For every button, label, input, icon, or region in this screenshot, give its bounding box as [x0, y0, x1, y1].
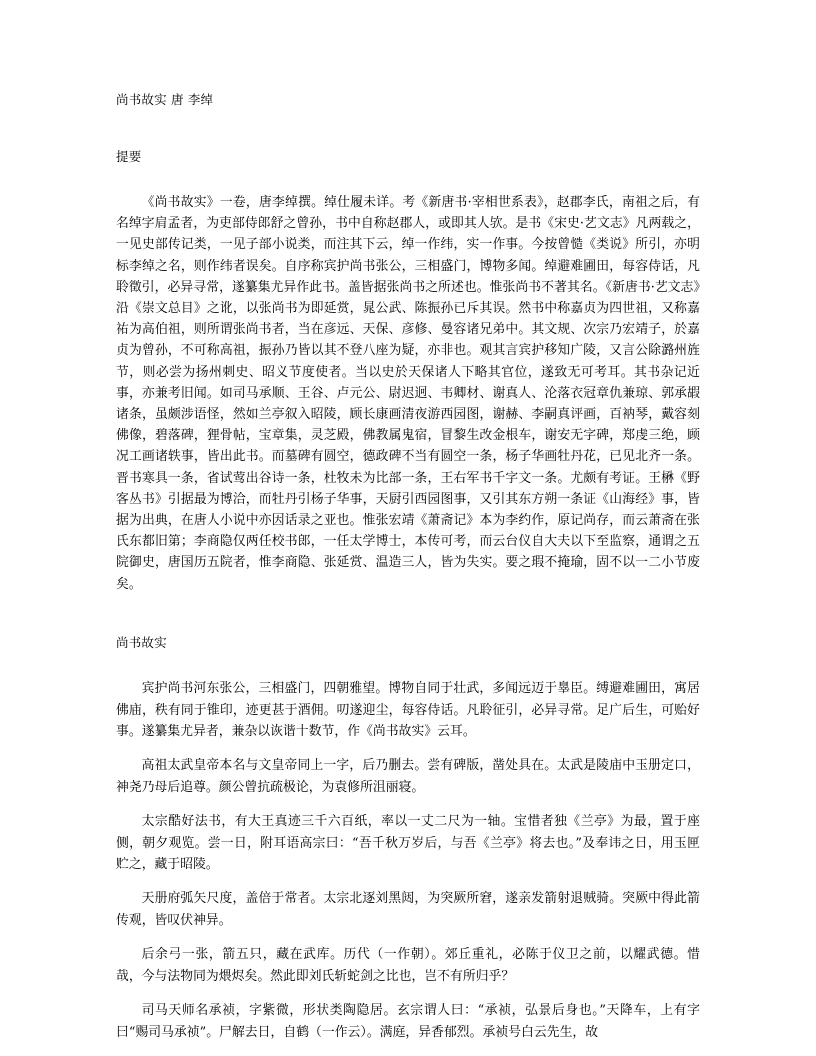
abstract-paragraph: 《尚书故实》一卷，唐李绰撰。绰仕履未详。考《新唐书·宰相世系表》，赵郡李氏，南祖之后，有名绰字肩孟者，为吏部侍郎舒之曾孙，书中自称赵郡人，或即其人欤。是书《宋史·艺文志》凡两载之，一见史部传记类，一见子部小说类，而注其下云，绰一作纬，实一作事。今按曾慥《类说》所引，亦明标李绰之名，则作纬者误矣。自序称宾护尚书张公，三相盛门，博物多闻。绰避难圃田，每容侍话，凡聆徵引，必异寻常，遂纂集尤异作此书。盖皆据张尚书之所述也。惟张尚书不著其名。《新唐书·艺文志》沿《崇文总目》之讹，以张尚书为即延赏，晁公武、陈振孙已斥其误。然书中称嘉贞为四世祖，又称嘉祐为高伯祖，则所谓张尚书者，当在彦远、天保、彦修、曼容诸兄弟中。其文规、次宗乃宏靖子，於嘉贞为曾孙，不可称高祖，振孙乃皆以其不登八座为疑，亦非也。观其言宾护移知广陵，又言公除潞州旌节，则必尝为扬州刺史、昭义节度使者。当以史於天保诸人下略其官位，遂致无可考耳。其书杂记近事，亦兼考旧闻。如司马承顺、王谷、卢元公、尉迟迥、韦卿材、谢真人、沦落衣冠章仇兼琼、郭承嘏诸条，虽颇涉语怪，然如兰亭叙入昭陵，顾长康画清夜游西园图，谢赫、李嗣真评画，百衲琴，戴容刻佛像，碧落碑，狸骨帖，宝章集，灵芝殿，佛教属鬼宿，冒黎生改金根车，谢安无字碑，郑虔三绝，顾况工画诸轶事，皆出此书。而墓碑有圆空，德政碑不当有圆空一条，杨子华画牡丹花，已见北齐一条。晋书寒具一条，省试莺出谷诗一条，杜牧未为比部一条，王右军书千字文一条。尤颇有考证。王楙《野客丛书》引据最为博洽，而牡丹引杨子华事，天厨引西园图事，又引其东方朔一条证《山海经》事，皆据为出典，在唐人小说中亦因话录之亚也。惟张宏靖《萧斋记》本为李约作，原记尚存，而云萧斋在张氏东都旧第；李商隐仅两任校书郎，一任太学博士，本传可考，而云台仪自大夫以下至监察，通谓之五院御史，唐国历五院者，惟李商隐、张延赏、温造三人，皆为失实。要之瑕不掩瑜，固不以一二小节废矣。	[116, 195, 700, 592]
main-paragraph-3: 太宗酷好法书，有大王真迹三千六百纸，率以一丈二尺为一轴。宝惜者独《兰亭》为最，置于座侧，朝夕观览。尝一日，附耳语高宗曰：“吾千秋万岁后，与吾《兰亭》将去也。”及奉讳之日，用玉匣贮之，藏于昭陵。	[116, 814, 700, 872]
section-heading-main: 尚书故实	[116, 635, 167, 651]
document-title: 尚书故实 唐 李绰	[116, 92, 214, 107]
main-paragraph-1: 宾护尚书河东张公，三相盛门，四朝雅望。博物自同于壮武，多闻远迈于辠臣。缚避难圃田，寓居佛庙，秩有同于锥印，迹更甚于酒佣。叨遂迎尘，每容侍话。凡聆征引，必异寻常。足广后生，可贻好事。遂纂集尤异者，兼杂以诙谐十数节，作《尚书故实》云耳。	[116, 681, 700, 739]
main-paragraph-2: 高祖太武皇帝本名与文皇帝同上一字，后乃删去。尝有碑版，凿处具在。太武是陵庙中玉册定口，神尧乃母后追尊。颜公曾抗疏极论，为袁修所沮丽寝。	[116, 758, 700, 795]
section-heading-abstract: 提要	[116, 149, 142, 164]
main-paragraph-4: 天册府弧矢尺度，盖倍于常者。太宗北逐刘黑闼，为突厥所窘，遂亲发箭射退贼骑。突厥中得此箭传观，皆叹伏神异。	[116, 891, 700, 928]
title-spacer	[116, 108, 700, 149]
document-content	[116, 92, 700, 1043]
abstract-heading-spacer	[116, 165, 700, 192]
main-paragraph-6: 司马天师名承祯，字紫微，形状类陶隐居。玄宗谓人曰：“承祯，弘景后身也。”天降车，上有字曰“赐司马承祯”。尸解去日，自鹤（一作云）。满庭，异香郁烈。承祯号白云先生，故	[116, 1003, 700, 1040]
main-heading-spacer	[116, 651, 700, 678]
section-spacer	[116, 608, 700, 635]
main-paragraph-5: 后余弓一张，箭五只，藏在武库。历代（一作朝）。郊丘重礼，必陈于仪卫之前，以耀武德。惜哉，今与法物同为煨烬矣。然此即刘氏斩蛇剑之比也，岂不有所归乎？	[116, 947, 700, 984]
